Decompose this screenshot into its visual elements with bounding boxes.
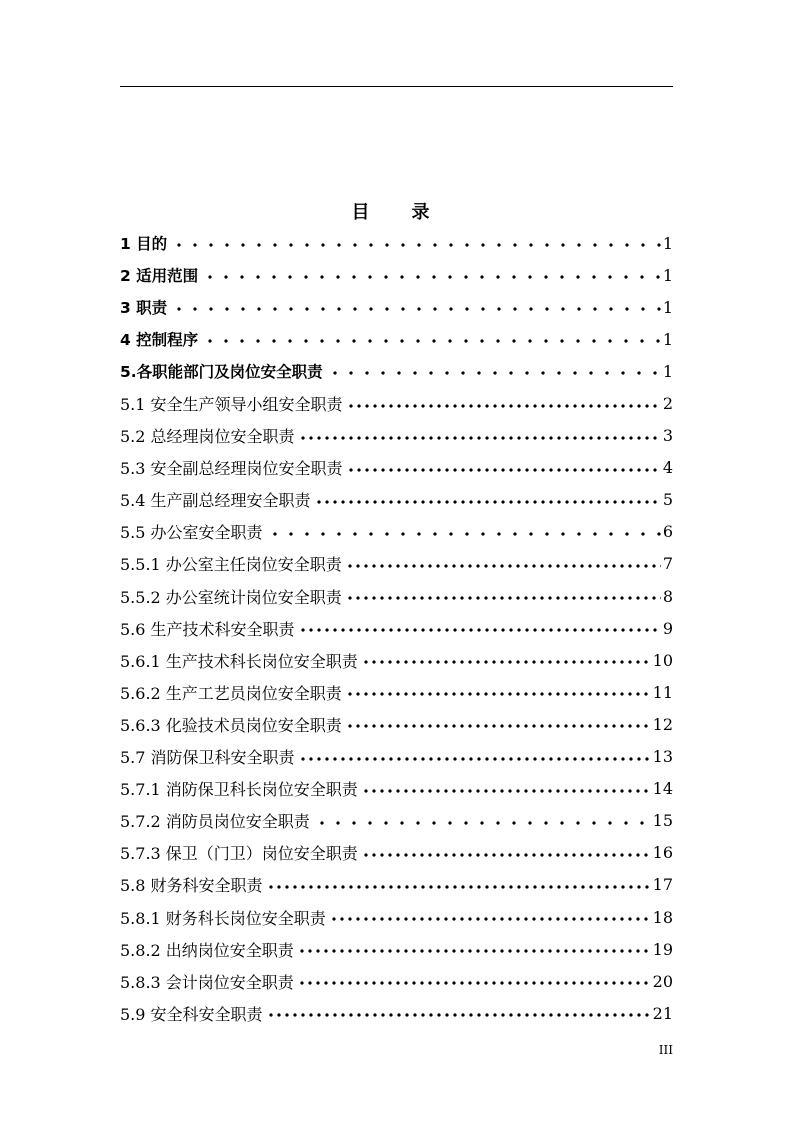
toc-entry-page: 10 — [652, 650, 673, 670]
toc-entry[interactable] — [120, 933, 673, 965]
toc-leader-dots — [315, 499, 661, 505]
toc-leader-dots — [267, 884, 651, 890]
toc-leader-dots — [347, 403, 661, 409]
toc-entry[interactable] — [120, 484, 673, 516]
toc-leader-dots — [171, 306, 661, 312]
toc-leader-dots — [362, 659, 651, 665]
toc-entry-page: 4 — [662, 458, 673, 478]
toc-entry-page: 18 — [652, 907, 673, 927]
toc-entry-label: 5.1 安全生产领导小组安全职责 — [120, 395, 343, 415]
toc-entry-page: 1 — [662, 361, 673, 381]
toc-entry-page: 17 — [652, 875, 673, 895]
toc-entry-page: 8 — [662, 586, 673, 606]
toc-entry[interactable] — [120, 227, 673, 259]
toc-entry-label: 5.6.2 生产工艺员岗位安全职责 — [120, 683, 342, 703]
table-of-contents — [120, 227, 673, 1029]
toc-entry-page: 2 — [662, 394, 673, 414]
toc-entry-page: 11 — [652, 682, 673, 702]
toc-entry-label: 5.7.1 消防保卫科长岗位安全职责 — [120, 780, 358, 800]
toc-entry-page: 15 — [652, 811, 673, 831]
toc-entry[interactable] — [120, 644, 673, 676]
toc-entry-page: 16 — [652, 843, 673, 863]
toc-leader-dots — [171, 242, 661, 248]
toc-leader-dots — [314, 820, 651, 826]
toc-entry-label: 5.3 安全副总经理岗位安全职责 — [120, 459, 343, 479]
toc-entry-page: 9 — [662, 618, 673, 638]
toc-entry[interactable] — [120, 259, 673, 291]
toc-entry-page: 1 — [662, 329, 673, 349]
toc-entry-label: 5.5 办公室安全职责 — [120, 523, 263, 543]
toc-entry[interactable] — [120, 420, 673, 452]
toc-leader-dots — [299, 627, 661, 633]
toc-entry-page: 14 — [652, 779, 673, 799]
toc-entry-page: 1 — [662, 297, 673, 317]
toc-entry-label: 5.6.1 生产技术科长岗位安全职责 — [120, 651, 358, 671]
toc-entry-label: 5.7.2 消防员岗位安全职责 — [120, 812, 310, 832]
toc-leader-dots — [346, 723, 651, 729]
toc-entry[interactable] — [120, 516, 673, 548]
toc-entry[interactable] — [120, 323, 673, 355]
toc-entry[interactable] — [120, 612, 673, 644]
toc-entry[interactable] — [120, 291, 673, 323]
toc-entry-label: 2 适用范围 — [120, 267, 199, 286]
toc-entry-label: 1 目的 — [120, 235, 168, 254]
toc-entry-label: 5.各职能部门及岗位安全职责 — [120, 363, 323, 382]
toc-entry-label: 5.2 总经理岗位安全职责 — [120, 427, 295, 447]
toc-leader-dots — [202, 274, 661, 280]
toc-leader-dots — [362, 852, 651, 858]
toc-entry-label: 5.6 生产技术科安全职责 — [120, 619, 295, 639]
toc-entry[interactable] — [120, 708, 673, 740]
toc-entry[interactable] — [120, 580, 673, 612]
header-rule — [120, 86, 673, 87]
toc-leader-dots — [202, 338, 661, 344]
toc-entry[interactable] — [120, 387, 673, 419]
toc-leader-dots — [347, 467, 661, 473]
toc-entry-page: 12 — [652, 714, 673, 734]
toc-entry[interactable] — [120, 676, 673, 708]
toc-entry[interactable] — [120, 901, 673, 933]
toc-entry-label: 5.8 财务科安全职责 — [120, 876, 263, 896]
toc-entry-page: 19 — [652, 939, 673, 959]
toc-entry-page: 6 — [662, 522, 673, 542]
toc-leader-dots — [362, 788, 651, 794]
toc-entry-page: 5 — [662, 490, 673, 510]
toc-leader-dots — [299, 435, 661, 441]
toc-entry[interactable] — [120, 548, 673, 580]
toc-entry-page: 1 — [662, 265, 673, 285]
toc-leader-dots — [267, 531, 661, 537]
toc-entry-page: 20 — [652, 971, 673, 991]
toc-entry-page: 7 — [662, 554, 673, 574]
toc-entry-page: 13 — [652, 747, 673, 767]
toc-entry-page: 3 — [662, 426, 673, 446]
toc-entry-label: 5.6.3 化验技术员岗位安全职责 — [120, 715, 342, 735]
toc-entry[interactable] — [120, 773, 673, 805]
toc-entry-label: 5.9 安全科安全职责 — [120, 1004, 263, 1024]
toc-leader-dots — [298, 948, 651, 954]
toc-leader-dots — [298, 980, 651, 986]
toc-leader-dots — [346, 595, 661, 601]
toc-entry[interactable] — [120, 741, 673, 773]
toc-entry-label: 5.8.1 财务科长岗位安全职责 — [120, 908, 326, 928]
toc-title: 目 录 — [351, 202, 442, 223]
toc-leader-dots — [299, 756, 651, 762]
toc-leader-dots — [346, 563, 661, 569]
toc-entry-page: 21 — [652, 1003, 673, 1023]
toc-entry[interactable] — [120, 355, 673, 387]
toc-entry-label: 4 控制程序 — [120, 331, 199, 350]
toc-entry[interactable] — [120, 837, 673, 869]
toc-leader-dots — [330, 916, 651, 922]
toc-entry-page: 1 — [662, 233, 673, 253]
toc-entry[interactable] — [120, 805, 673, 837]
toc-entry-label: 5.8.2 出纳岗位安全职责 — [120, 940, 294, 960]
page-number: III — [658, 1043, 673, 1057]
toc-entry-label: 5.7 消防保卫科安全职责 — [120, 748, 295, 768]
toc-entry[interactable] — [120, 452, 673, 484]
toc-entry[interactable] — [120, 997, 673, 1029]
toc-entry-label: 3 职责 — [120, 299, 168, 318]
toc-entry-label: 5.4 生产副总经理安全职责 — [120, 491, 311, 511]
toc-entry[interactable] — [120, 869, 673, 901]
toc-entry-label: 5.8.3 会计岗位安全职责 — [120, 972, 294, 992]
toc-entry-label: 5.5.2 办公室统计岗位安全职责 — [120, 587, 342, 607]
toc-entry-label: 5.5.1 办公室主任岗位安全职责 — [120, 555, 342, 575]
toc-entry[interactable] — [120, 965, 673, 997]
toc-leader-dots — [267, 1012, 651, 1018]
toc-leader-dots — [327, 370, 661, 376]
toc-leader-dots — [346, 691, 651, 697]
toc-entry-label: 5.7.3 保卫（门卫）岗位安全职责 — [120, 844, 358, 864]
